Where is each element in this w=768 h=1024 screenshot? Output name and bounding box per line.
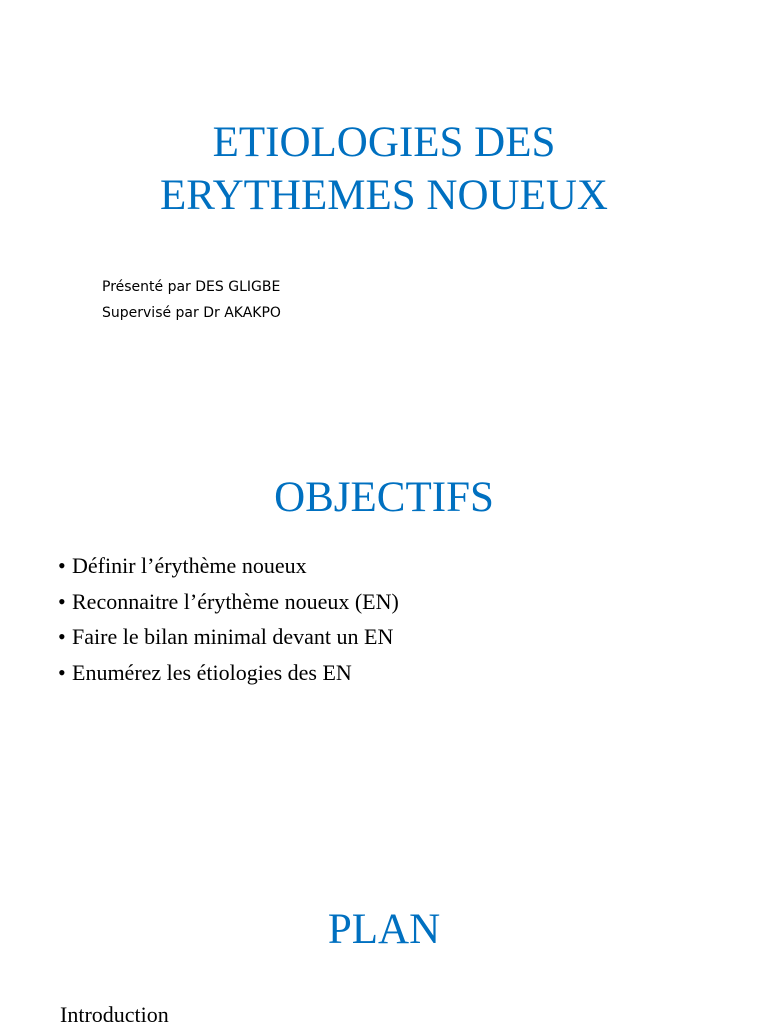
list-item (58, 584, 399, 620)
objective-text: Reconnaitre l’érythème noueux (EN) (72, 588, 399, 614)
plan-list (60, 1000, 169, 1024)
subtitle-block (102, 274, 281, 326)
main-title-line-2: ERYTHEMES NOUEUX (160, 172, 608, 219)
bullet-icon: • (58, 659, 66, 685)
main-title-line-1: ETIOLOGIES DES (212, 119, 556, 166)
plan-item-introduction: Introduction (60, 1002, 169, 1024)
objective-text: Faire le bilan minimal devant un EN (72, 624, 394, 649)
objective-text: Définir l’érythème noueux (72, 553, 307, 578)
bullet-icon: • (58, 588, 66, 614)
list-item (58, 619, 399, 655)
objectifs-title: OBJECTIFS (274, 474, 494, 521)
objective-text: Enumérez les étiologies des EN (72, 659, 352, 685)
supervisor-text: Supervisé par Dr AKAKPO (102, 305, 281, 321)
objectives-list (58, 548, 399, 690)
bullet-icon: • (58, 553, 66, 578)
list-item (58, 655, 399, 691)
list-item (58, 548, 399, 584)
main-title (0, 116, 768, 222)
presenter-text: Présenté par DES GLIGBE (102, 279, 281, 295)
plan-title: PLAN (327, 906, 441, 953)
bullet-icon: • (58, 624, 66, 649)
